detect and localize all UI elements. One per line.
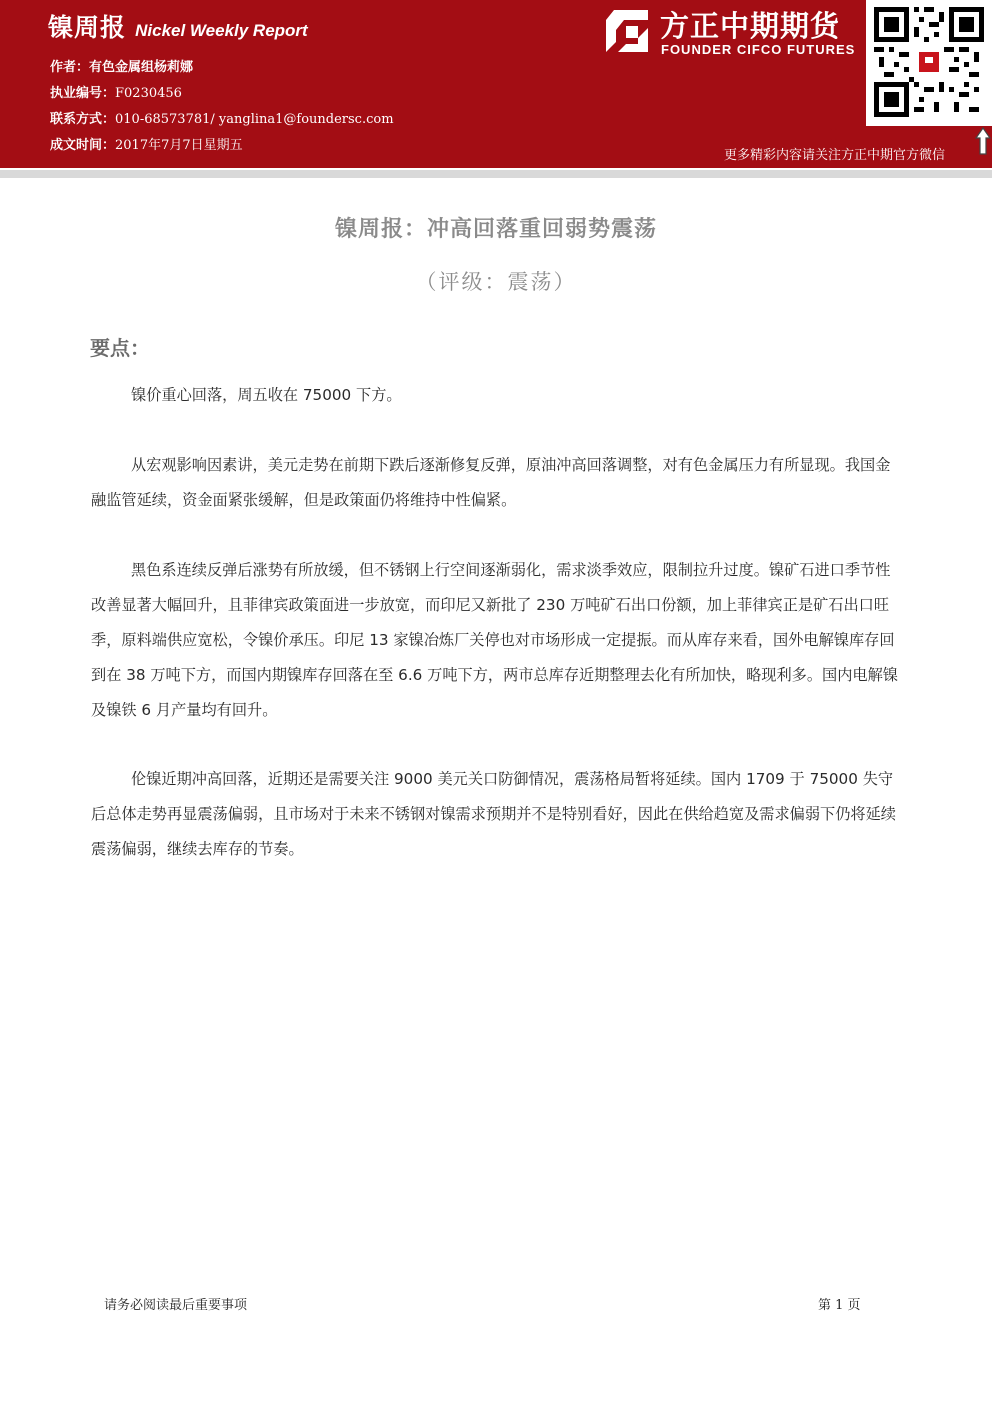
paragraph: 从宏观影响因素讲，美元走势在前期下跌后逐渐修复反弹，原油冲高回落调整，对有色金属压力有所显现。我国金融监管延续，资金面紧张缓解，但是政策面仍将维持中性偏紧。 [91,456,891,509]
follow-wechat-text: 更多精彩内容请关注方正中期官方微信 [724,148,946,163]
document-title: 镍周报：冲高回落重回弱势震荡 [334,217,657,242]
author-value: 有色金属组杨莉娜 [89,60,194,75]
paragraph: 镍价重心回落，周五收在 75000 下方。 [131,386,402,404]
contact-label: 联系方式： [50,112,116,127]
founder-logo-icon [604,8,650,54]
logo-name-en: FOUNDER CIFCO FUTURES [661,42,856,57]
license-value: F0230456 [115,86,182,101]
date-value: 2017年7月7日星期五 [115,138,243,153]
qr-code-icon [874,6,984,118]
report-header [0,0,992,168]
wechat-qr-code [866,0,992,126]
license-label: 执业编号： [50,86,116,101]
document-rating: （评级：震荡） [415,270,577,294]
header-divider [0,170,992,178]
date-line [50,134,243,153]
author-label: 作者： [50,60,90,75]
logo-name-cn: 方正中期期货 [660,9,841,43]
contact-line [50,108,394,127]
report-title [48,8,308,44]
report-title-cn: 镍周报 [48,13,127,42]
date-label: 成文时间： [50,138,116,153]
contact-value: 010-68573781/ yanglina1@foundersc.com [115,112,394,127]
page-number: 第 1 页 [818,1298,861,1313]
footer-notice: 请务必阅读最后重要事项 [104,1298,248,1313]
license-line [50,82,182,101]
paragraph: 伦镍近期冲高回落，近期还是需要关注 9000 美元关口防御情况，震荡格局暂将延续。国内 1709 于 75000 失守后总体走势再显震荡偏弱，且市场对于未来不锈钢对镍需求预期并不是特别看好，因此在供给趋宽及需求偏弱下仍将延续震荡偏弱，继续去库存的节奏。 [91,770,896,858]
report-title-en: Nickel Weekly Report [135,21,308,40]
section-heading-key-points: 要点： [90,336,150,360]
author-line [50,56,193,75]
arrow-up-icon [974,127,992,155]
paragraph: 黑色系连续反弹后涨势有所放缓，但不锈钢上行空间逐渐弱化，需求淡季效应，限制拉升过度。镍矿石进口季节性改善显著大幅回升，且菲律宾政策面进一步放宽，而印尼又新批了 230 万吨矿石出口份额，加上菲律宾正是矿石出口旺季，原料端供应宽松，令镍价承压。印尼 13 家镍冶炼厂关停也对市场形成一定提振。而从库存来看，国外电解镍库存回到在 38 万吨下方，而国内期镍库存回落在至 6.6 万吨下方，两市总库存近期整理去化有所加快，略现利多。国内电解镍及镍铁 6 月产量均有回升。 [91,561,898,719]
